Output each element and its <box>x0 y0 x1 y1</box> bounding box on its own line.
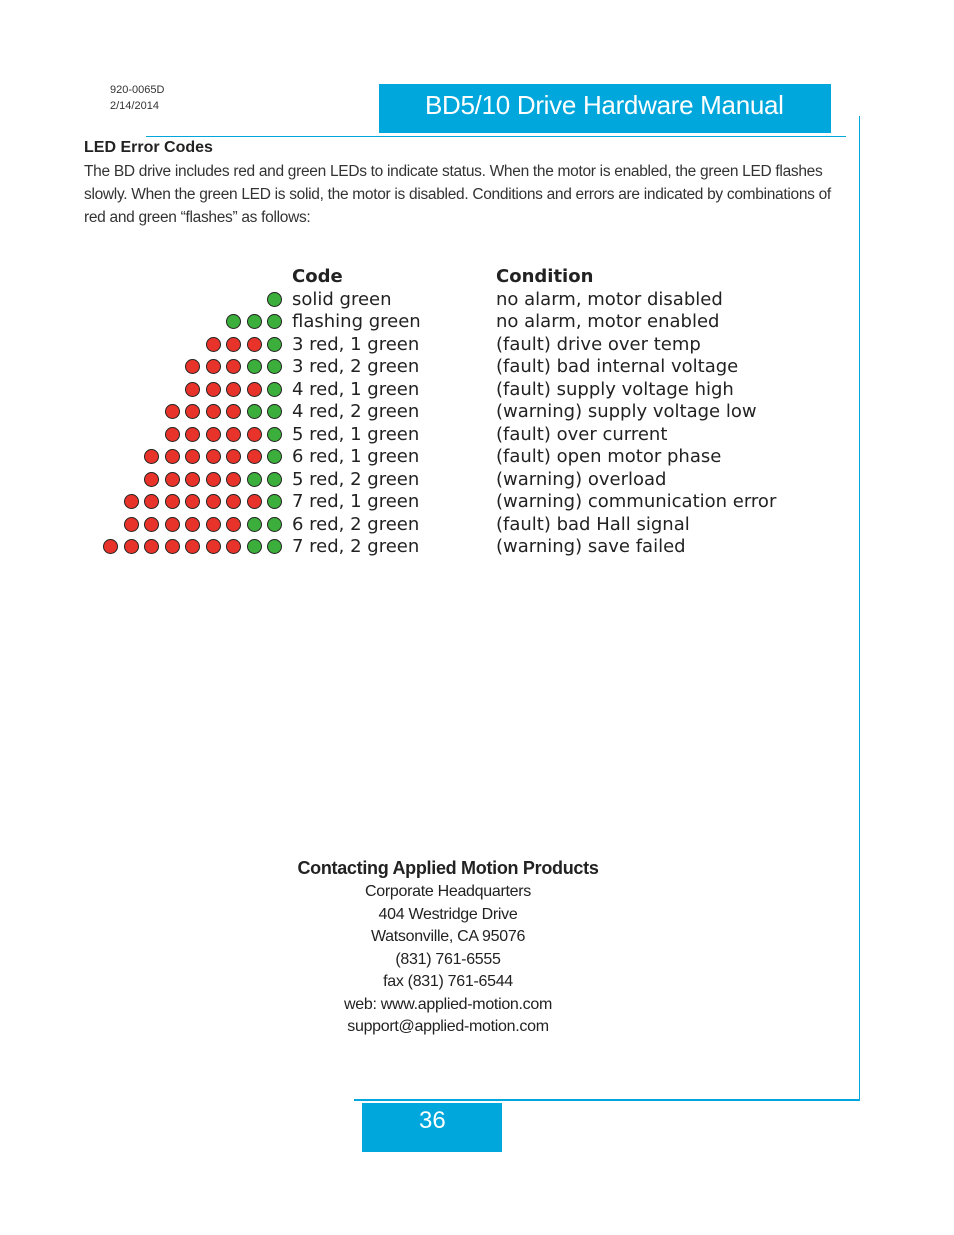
contact-block <box>248 855 648 1039</box>
contact-line: Corporate Headquarters <box>365 883 531 900</box>
red-led-icon <box>226 427 241 442</box>
section-heading: LED Error Codes <box>84 139 213 156</box>
condition-cell: (warning) save failed <box>496 536 686 557</box>
code-cell: 4 red, 2 green <box>292 401 420 422</box>
green-led-icon <box>267 517 282 532</box>
red-led-icon <box>165 539 180 554</box>
condition-cell: (fault) bad Hall signal <box>496 513 690 535</box>
led-sequence <box>60 359 282 374</box>
code-cell: 3 red, 1 green <box>292 333 420 355</box>
led-sequence <box>60 382 282 397</box>
red-led-icon <box>206 494 221 509</box>
red-led-icon <box>124 494 139 509</box>
green-led-icon <box>267 494 282 509</box>
condition-cell: no alarm, motor enabled <box>496 311 720 332</box>
green-led-icon <box>247 539 262 554</box>
red-led-icon <box>226 382 241 397</box>
red-led-icon <box>226 517 241 532</box>
red-led-icon <box>206 359 221 374</box>
green-led-icon <box>247 404 262 419</box>
code-column-header: Code <box>292 266 343 287</box>
red-led-icon <box>165 472 180 487</box>
green-led-icon <box>267 449 282 464</box>
red-led-icon <box>185 472 200 487</box>
red-led-icon <box>226 449 241 464</box>
condition-cell: (fault) over current <box>496 423 668 445</box>
red-led-icon <box>226 494 241 509</box>
red-led-icon <box>206 337 221 352</box>
condition-cell: (fault) open motor phase <box>496 446 722 467</box>
red-led-icon <box>144 494 159 509</box>
condition-cell: no alarm, motor disabled <box>496 288 723 310</box>
code-cell: 6 red, 2 green <box>292 513 420 535</box>
green-led-icon <box>247 472 262 487</box>
condition-cell: (fault) drive over temp <box>496 333 701 355</box>
red-led-icon <box>247 337 262 352</box>
contact-web: web: www.applied-motion.com <box>344 995 552 1013</box>
red-led-icon <box>226 404 241 419</box>
code-cell: flashing green <box>292 311 421 332</box>
red-led-icon <box>165 449 180 464</box>
red-led-icon <box>165 427 180 442</box>
green-led-icon <box>267 359 282 374</box>
red-led-icon <box>247 427 262 442</box>
code-cell: 5 red, 2 green <box>292 468 420 490</box>
page-number-box <box>362 1103 502 1152</box>
red-led-icon <box>206 404 221 419</box>
red-led-icon <box>185 494 200 509</box>
red-led-icon <box>247 382 262 397</box>
led-sequence <box>60 472 282 487</box>
green-led-icon <box>267 539 282 554</box>
contact-fax: fax (831) 761-6544 <box>383 973 513 990</box>
led-sequence <box>60 292 282 307</box>
red-led-icon <box>144 472 159 487</box>
green-led-icon <box>267 404 282 419</box>
code-cell: solid green <box>292 288 392 310</box>
contact-heading: Contacting Applied Motion Products <box>297 858 599 878</box>
green-led-icon <box>247 314 262 329</box>
right-margin-rule <box>859 116 860 1101</box>
contact-address-line: 404 Westridge Drive <box>378 905 518 923</box>
condition-cell: (warning) supply voltage low <box>496 401 757 422</box>
green-led-icon <box>267 472 282 487</box>
led-sequence <box>60 494 282 509</box>
red-led-icon <box>226 539 241 554</box>
led-sequence <box>60 337 282 352</box>
red-led-icon <box>144 517 159 532</box>
led-sequence <box>60 314 282 329</box>
green-led-icon <box>267 382 282 397</box>
red-led-icon <box>206 472 221 487</box>
red-led-icon <box>185 382 200 397</box>
condition-cell: (warning) overload <box>496 468 667 490</box>
code-cell: 3 red, 2 green <box>292 356 420 377</box>
green-led-icon <box>267 427 282 442</box>
code-cell: 5 red, 1 green <box>292 423 420 445</box>
green-led-icon <box>267 292 282 307</box>
code-cell: 4 red, 1 green <box>292 378 420 400</box>
intro-paragraph: The BD drive includes red and green LEDs to indicate status. When the motor is enabled, the green LED flashes slowly. When the green LED is solid, the motor is disabled. Conditions and errors are indicated by combinations of red and green “flashes” as follows: <box>84 163 831 226</box>
red-led-icon <box>185 404 200 419</box>
contact-email: support@applied-motion.com <box>347 1018 549 1035</box>
led-sequence <box>60 404 282 419</box>
red-led-icon <box>206 517 221 532</box>
condition-cell: (fault) supply voltage high <box>496 378 734 400</box>
led-sequence <box>60 517 282 532</box>
red-led-icon <box>206 382 221 397</box>
header-rule <box>146 136 846 137</box>
red-led-icon <box>165 517 180 532</box>
red-led-icon <box>185 359 200 374</box>
red-led-icon <box>226 472 241 487</box>
led-sequence <box>60 449 282 464</box>
condition-cell: (warning) communication error <box>496 491 777 512</box>
red-led-icon <box>247 494 262 509</box>
header-title-banner <box>379 84 831 133</box>
contact-phone: (831) 761-6555 <box>395 950 501 968</box>
red-led-icon <box>206 449 221 464</box>
red-led-icon <box>124 539 139 554</box>
green-led-icon <box>267 337 282 352</box>
page-number: 36 <box>419 1107 446 1134</box>
document-meta <box>110 82 164 114</box>
red-led-icon <box>185 517 200 532</box>
red-led-icon <box>185 449 200 464</box>
condition-column-header: Condition <box>496 266 594 287</box>
red-led-icon <box>247 449 262 464</box>
green-led-icon <box>247 517 262 532</box>
led-sequence <box>60 427 282 442</box>
footer-rule <box>354 1099 860 1101</box>
green-led-icon <box>267 314 282 329</box>
red-led-icon <box>165 494 180 509</box>
red-led-icon <box>226 359 241 374</box>
red-led-icon <box>206 539 221 554</box>
green-led-icon <box>247 359 262 374</box>
condition-cell: (fault) bad internal voltage <box>496 356 739 377</box>
red-led-icon <box>185 427 200 442</box>
red-led-icon <box>103 539 118 554</box>
code-cell: 7 red, 1 green <box>292 491 420 512</box>
red-led-icon <box>206 427 221 442</box>
code-cell: 7 red, 2 green <box>292 536 420 557</box>
red-led-icon <box>144 449 159 464</box>
document-date: 2/14/2014 <box>110 100 159 112</box>
red-led-icon <box>226 337 241 352</box>
red-led-icon <box>144 539 159 554</box>
page-title: BD5/10 Drive Hardware Manual <box>425 90 784 120</box>
code-cell: 6 red, 1 green <box>292 446 420 467</box>
document-code: 920-0065D <box>110 84 165 96</box>
led-sequence <box>60 539 282 554</box>
green-led-icon <box>226 314 241 329</box>
red-led-icon <box>185 539 200 554</box>
contact-city-line: Watsonville, CA 95076 <box>370 928 526 945</box>
red-led-icon <box>165 404 180 419</box>
red-led-icon <box>124 517 139 532</box>
